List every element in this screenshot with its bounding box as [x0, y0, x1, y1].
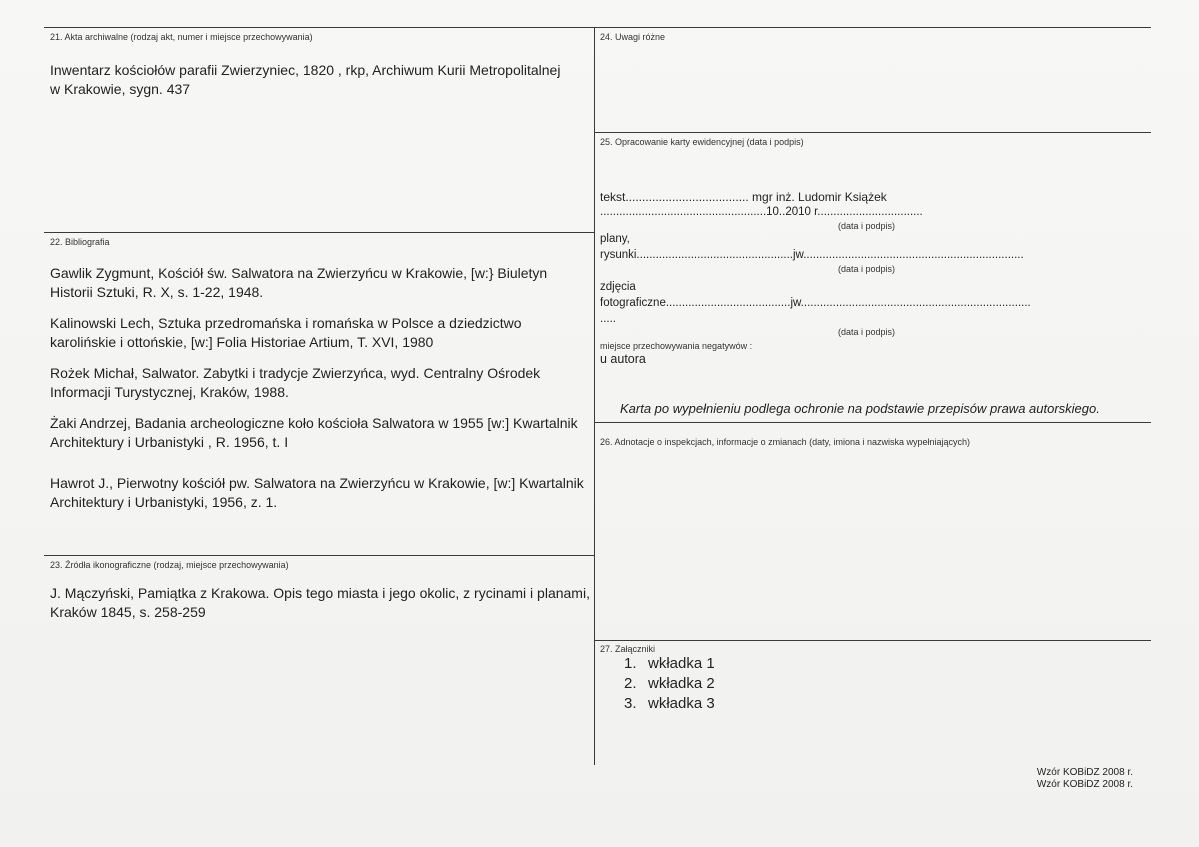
zdjecia-label: zdjęcia — [600, 281, 636, 293]
attachment-item: 2. wkładka 2 — [624, 675, 715, 692]
plany-label: plany, — [600, 233, 630, 245]
section-22-label: 22. Bibliografia — [50, 237, 110, 247]
form-template-footer — [1037, 767, 1133, 791]
fotograficzne-line: fotograficzne.......................................jw........................................................................ — [600, 297, 1031, 309]
tekst-line: tekst..................................... mgr inż. Ludomir Książek — [600, 190, 887, 204]
section-27-label: 27. Załączniki — [600, 644, 656, 654]
bibliography-entry: Żaki Andrzej, Badania archeologiczne koło kościoła Salwatora w 1955 [w:] Kwartalnik Architektury i Urbanistyki , R. 1956, t. I — [50, 415, 578, 450]
section-21-label: 21. Akta archiwalne (rodzaj akt, numer i miejsce przechowywania) — [50, 32, 313, 42]
section-24-label: 24. Uwagi różne — [600, 32, 666, 42]
section-26-label: 26. Adnotacje o inspekcjach, informacje o zmianach (daty, imiona i nazwiska wypełniających) — [600, 437, 971, 447]
rule-25 — [594, 132, 1151, 133]
negatives-label: miejsce przechowywania negatywów : — [600, 341, 753, 351]
rule-22 — [44, 232, 594, 233]
bibliography-entry: Kalinowski Lech, Sztuka przedromańska i romańska w Polsce a dziedzictwo karolińskie i ottońskie, [w:] Folia Historiae Artium, T. XVI, 1980 — [50, 315, 522, 350]
footer-line: Wzór KOBiDZ 2008 r. — [1036, 779, 1133, 790]
data-podpis-caption: (data i podpis) — [838, 221, 896, 231]
data-podpis-caption: (data i podpis) — [838, 264, 896, 274]
section-23-label: 23. Źródła ikonograficzne (rodzaj, miejsce przechowywania) — [50, 560, 289, 570]
section-21-text: Inwentarz kościołów parafii Zwierzyniec, 1820 , rkp, Archiwum Kurii Metropolitalnej w Krakowie, sygn. 437 — [50, 62, 561, 97]
rule-26 — [594, 422, 1151, 423]
bibliography-entry: Gawlik Zygmunt, Kościół św. Salwatora na Zwierzyńcu w Krakowie, [w:} Biuletyn Historii Sztuki, R. X, s. 1-22, 1948. — [50, 265, 548, 300]
negatives-value: u autora — [600, 352, 646, 366]
rule-23 — [44, 555, 594, 556]
footer-line: Wzór KOBiDZ 2008 r. — [1036, 767, 1133, 778]
rysunki-line: rysunki.................................................jw..................................................................... — [600, 249, 1024, 261]
section-23-text: J. Mączyński, Pamiątka z Krakowa. Opis tego miasta i jego okolic, z rycinami i planami, Kraków 1845, s. 258-259 — [50, 585, 590, 620]
dots-line: ..... — [600, 313, 616, 325]
section-25-label: 25. Opracowanie karty ewidencyjnej (data i podpis) — [600, 137, 804, 147]
attachment-item: 1. wkładka 1 — [624, 655, 715, 672]
data-podpis-caption: (data i podpis) — [838, 327, 896, 337]
top-rule — [44, 27, 1151, 28]
rule-27 — [594, 640, 1151, 641]
column-divider — [594, 27, 595, 765]
date-line: ....................................................10..2010 r................................. — [600, 206, 923, 218]
bibliography-entry: Rożek Michał, Salwator. Zabytki i tradycje Zwierzyńca, wyd. Centralny Ośrodek Informacji Turystycznej, Kraków, 1988. — [50, 365, 541, 400]
attachments-list — [624, 654, 715, 714]
attachment-item: 3. wkładka 3 — [624, 695, 715, 712]
copyright-note: Karta po wypełnieniu podlega ochronie na podstawie przepisów prawa autorskiego. — [620, 401, 1100, 416]
bibliography-entry: Hawrot J., Pierwotny kościół pw. Salwatora na Zwierzyńcu w Krakowie, [w:] Kwartalnik Architektury i Urbanistyki, 1956, z. 1. — [50, 475, 584, 510]
bibliography-list — [50, 264, 590, 524]
